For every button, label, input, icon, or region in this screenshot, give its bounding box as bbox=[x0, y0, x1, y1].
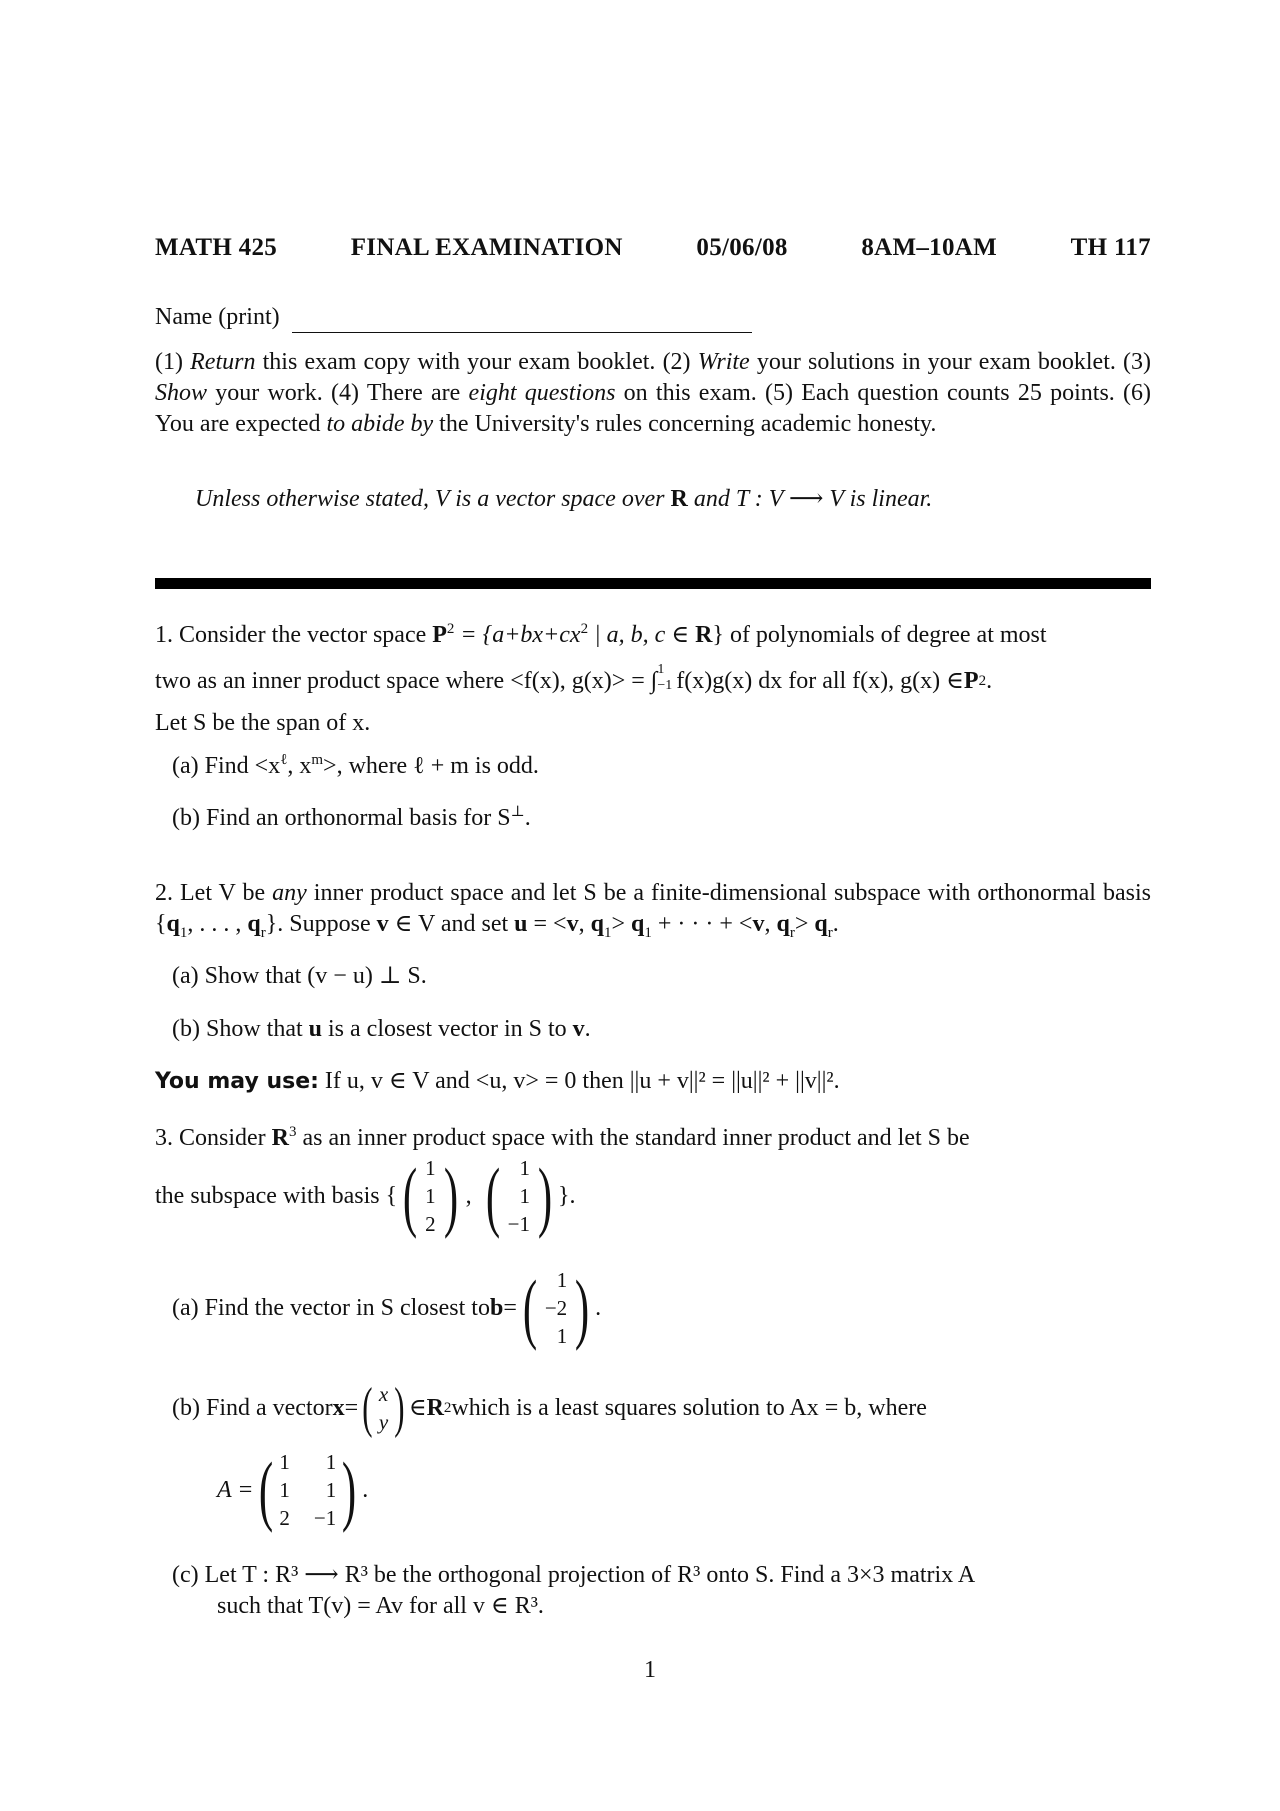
basis-vector-2 bbox=[480, 1154, 558, 1238]
q3-basis bbox=[155, 1153, 575, 1239]
q2-part-a: (a) Show that (v − u) ⊥ S. bbox=[172, 963, 427, 989]
note-reals: R bbox=[670, 486, 688, 512]
matrix-A bbox=[217, 1447, 368, 1533]
q2-text: 2. Let V be bbox=[155, 880, 273, 906]
q2-text: inner product space and let S be a finite-dimensional subspace with orthonormal basis { bbox=[155, 880, 1151, 937]
q2-vec: u bbox=[514, 911, 528, 937]
q2b-text: . bbox=[584, 1016, 591, 1042]
q1b-sup: ⊥ bbox=[510, 804, 525, 820]
entry: y bbox=[378, 1410, 389, 1434]
q1-text: 1. Consider the vector space bbox=[155, 622, 433, 648]
entry: 1 bbox=[556, 1324, 568, 1348]
q1-sup: 2 bbox=[580, 621, 589, 637]
q3a-vec: b bbox=[489, 1294, 504, 1321]
entry: −2 bbox=[544, 1296, 568, 1320]
q1a-text: (a) Find <x bbox=[172, 753, 281, 779]
right-paren: ) bbox=[443, 1152, 458, 1239]
q1-text: = {a+bx+cx bbox=[454, 622, 581, 648]
q1-line-3: Let S be the span of x. bbox=[155, 710, 371, 736]
instr-text: your work. (4) There are bbox=[207, 380, 469, 406]
right-paren: ) bbox=[575, 1264, 590, 1351]
entry: 1 bbox=[556, 1268, 568, 1292]
q3b-text: (b) Find a vector bbox=[172, 1394, 333, 1421]
q2b-text: is a closest vector in S to bbox=[322, 1016, 573, 1042]
vector-entries bbox=[508, 1154, 530, 1238]
entry: x bbox=[378, 1382, 389, 1406]
q1b-text: (b) Find an orthonormal basis for S bbox=[172, 805, 511, 831]
note-text: and T : V ⟶ V is linear. bbox=[687, 486, 933, 512]
exam-header bbox=[155, 232, 1151, 263]
matrix-label: A = bbox=[217, 1476, 254, 1503]
exam-time: 8AM–10AM bbox=[861, 234, 998, 261]
x-vector bbox=[358, 1377, 409, 1439]
q3a-text: = bbox=[503, 1294, 517, 1321]
q3a-text: . bbox=[595, 1294, 602, 1321]
q3-reals: R bbox=[271, 1125, 290, 1151]
q3-line-1 bbox=[155, 1123, 1151, 1154]
note-text: Unless otherwise stated, V is a vector space over bbox=[195, 486, 671, 512]
vector-entries bbox=[425, 1154, 436, 1238]
upper-limit: 1 bbox=[657, 662, 665, 677]
q3b-reals: R bbox=[426, 1394, 444, 1421]
vector-entries bbox=[545, 1266, 567, 1350]
q3b-text: = bbox=[344, 1394, 359, 1421]
q2-sub: 1 bbox=[644, 924, 652, 941]
q2-vec: v bbox=[752, 911, 765, 937]
instructions bbox=[155, 347, 1151, 440]
entry: 1 bbox=[519, 1184, 530, 1208]
q2-text: ∈ V and set bbox=[388, 911, 515, 937]
q1-text: | a, b, c ∈ bbox=[588, 622, 696, 648]
q1-sup: 2 bbox=[446, 621, 455, 637]
q1-part-a bbox=[172, 751, 539, 782]
q2-text: > bbox=[611, 911, 631, 937]
instr-text: on this exam. (5) Each question counts 25 points. (6) You are expected bbox=[155, 380, 1152, 437]
q2-text: + · · · + < bbox=[651, 911, 753, 937]
exam-room: TH 117 bbox=[1070, 234, 1151, 261]
q2-text: = < bbox=[527, 911, 567, 937]
left-paren: ( bbox=[522, 1264, 537, 1351]
q2-stem bbox=[155, 878, 1151, 940]
entry: −1 bbox=[507, 1212, 530, 1236]
q2-sub: 1 bbox=[603, 924, 612, 941]
q1-line-1 bbox=[155, 620, 1151, 651]
entry: 1 bbox=[325, 1450, 337, 1474]
q1-text: . bbox=[986, 667, 993, 694]
basis-label: the subspace with basis { bbox=[155, 1182, 398, 1209]
q3b-text: ∈ bbox=[408, 1394, 427, 1421]
hint-label: You may use: bbox=[155, 1069, 319, 1094]
q2-emph: any bbox=[272, 880, 307, 906]
entry: 1 bbox=[425, 1156, 436, 1180]
instr-emph: Return bbox=[190, 349, 256, 375]
integral-limits bbox=[657, 662, 672, 694]
entry: 1 bbox=[519, 1156, 530, 1180]
right-paren: ) bbox=[394, 1377, 405, 1439]
q2b-text: (b) Show that bbox=[172, 1016, 309, 1042]
entry: 1 bbox=[279, 1450, 290, 1474]
divider-rule bbox=[155, 578, 1151, 589]
q2-part-b bbox=[172, 1014, 591, 1045]
q1-line-2: two as an inner product space where <f(x), g(x)> = ∫ 1 −1 f(x)g(x) dx for all f(x), g(x) ∈ P 2 . bbox=[155, 660, 1151, 702]
q2-sub: 1 bbox=[179, 924, 188, 941]
q3c-line-1: (c) Let T : R³ ⟶ R³ be the orthogonal projection of R³ onto S. Find a 3×3 matrix A bbox=[172, 1562, 976, 1588]
q2-vec: q bbox=[247, 911, 261, 937]
q2-text: , bbox=[578, 911, 591, 937]
q1-text: two as an inner product space where <f(x), g(x)> = ∫ bbox=[155, 667, 658, 694]
basis-vector-1 bbox=[397, 1154, 463, 1238]
entry: 1 bbox=[425, 1184, 436, 1208]
name-label: Name (print) bbox=[155, 304, 280, 330]
matrix-end: . bbox=[362, 1476, 369, 1503]
left-paren: ( bbox=[362, 1377, 373, 1439]
q3b-vec: x bbox=[332, 1394, 345, 1421]
q1a-sup: ℓ bbox=[280, 752, 288, 768]
q2b-vec: u bbox=[308, 1016, 323, 1042]
left-paren: ( bbox=[259, 1446, 274, 1533]
instr-emph: Write bbox=[697, 349, 750, 375]
q3c-line-2: such that T(v) = Av for all v ∈ R³. bbox=[217, 1593, 544, 1619]
q3-part-a bbox=[172, 1265, 601, 1351]
left-paren: ( bbox=[403, 1152, 418, 1239]
lower-limit: −1 bbox=[657, 678, 673, 693]
q2-vec: q bbox=[590, 911, 604, 937]
q3-sup: 3 bbox=[289, 1124, 297, 1140]
q2-text: , . . . , bbox=[187, 911, 248, 937]
matrix-A-body bbox=[253, 1448, 362, 1532]
instr-emph: Show bbox=[155, 380, 208, 406]
instr-text: this exam copy with your exam booklet. (2) bbox=[255, 349, 698, 375]
assumption-note bbox=[195, 484, 932, 515]
b-vector bbox=[517, 1266, 595, 1350]
page-number: 1 bbox=[644, 1657, 656, 1683]
q1b-text: . bbox=[524, 805, 531, 831]
instr-text: the University's rules concerning academic honesty. bbox=[433, 411, 937, 437]
entry: 1 bbox=[325, 1478, 337, 1502]
q3-text: 3. Consider bbox=[155, 1125, 272, 1151]
q2-vec: q bbox=[166, 911, 180, 937]
instr-emph: eight questions bbox=[468, 380, 616, 406]
q2-hint bbox=[155, 1066, 840, 1097]
q2-vec: v bbox=[566, 911, 579, 937]
entry: −1 bbox=[313, 1506, 337, 1530]
q2-text: }. Suppose bbox=[265, 911, 377, 937]
q1a-sup: m bbox=[311, 752, 324, 768]
instr-text: (1) bbox=[155, 349, 191, 375]
matrix-entries bbox=[279, 1448, 336, 1532]
exam-page bbox=[155, 0, 1151, 1811]
instr-emph: to abide by bbox=[326, 411, 434, 437]
right-paren: ) bbox=[342, 1446, 357, 1533]
q1-reals: R bbox=[695, 622, 713, 648]
exam-title: FINAL EXAMINATION bbox=[350, 234, 623, 261]
left-paren: ( bbox=[485, 1152, 500, 1239]
q2-vec: q bbox=[776, 911, 790, 937]
q2b-vec: v bbox=[572, 1016, 585, 1042]
comma: , bbox=[465, 1182, 472, 1209]
hint-text: If u, v ∈ V and <u, v> = 0 then ||u + v||² = ||u||² + ||v||². bbox=[318, 1068, 840, 1094]
question-3 bbox=[155, 1123, 1151, 1619]
q3-text: as an inner product space with the standard inner product and let S be bbox=[296, 1125, 970, 1151]
q2-text: > bbox=[794, 911, 815, 937]
entry: 1 bbox=[279, 1478, 290, 1502]
name-row bbox=[155, 302, 752, 333]
q1-part-b bbox=[172, 803, 531, 834]
q2-text: . bbox=[832, 911, 839, 937]
q3a-text: (a) Find the vector in S closest to bbox=[172, 1294, 490, 1321]
q1a-text: , x bbox=[287, 753, 312, 779]
q2-vec: v bbox=[376, 911, 389, 937]
q2-sub: r bbox=[789, 924, 795, 941]
q2-sub: r bbox=[260, 924, 266, 941]
instr-text: your solutions in your exam booklet. (3) bbox=[749, 349, 1152, 375]
q1-space: P bbox=[432, 622, 447, 648]
exam-date: 05/06/08 bbox=[696, 234, 788, 261]
q1-text: } of polynomials of degree at most bbox=[712, 622, 1047, 648]
course-code: MATH 425 bbox=[155, 234, 278, 261]
q2-sub: r bbox=[827, 924, 833, 941]
basis-end: }. bbox=[557, 1182, 576, 1209]
q3-part-b: (b) Find a vector x = ( x y ) ∈ R 2 which is a least squares solution to Ax = b, where bbox=[172, 1377, 927, 1439]
q1-text: f(x)g(x) dx for all f(x), g(x) ∈ bbox=[676, 667, 964, 694]
q2-vec: q bbox=[814, 911, 828, 937]
name-field[interactable] bbox=[292, 312, 752, 333]
question-1 bbox=[155, 620, 1151, 831]
q3-part-c bbox=[172, 1560, 1151, 1622]
q2-vec: q bbox=[631, 911, 645, 937]
q2-text: , bbox=[764, 911, 777, 937]
q1-space: P bbox=[963, 667, 979, 694]
q1a-text: >, where ℓ + m is odd. bbox=[323, 753, 539, 779]
vector-entries bbox=[379, 1380, 388, 1436]
entry: 2 bbox=[425, 1212, 436, 1236]
question-2 bbox=[155, 878, 1151, 1094]
q3b-text: which is a least squares solution to Ax = b, where bbox=[451, 1394, 927, 1421]
right-paren: ) bbox=[537, 1152, 553, 1239]
entry: 2 bbox=[279, 1506, 290, 1530]
